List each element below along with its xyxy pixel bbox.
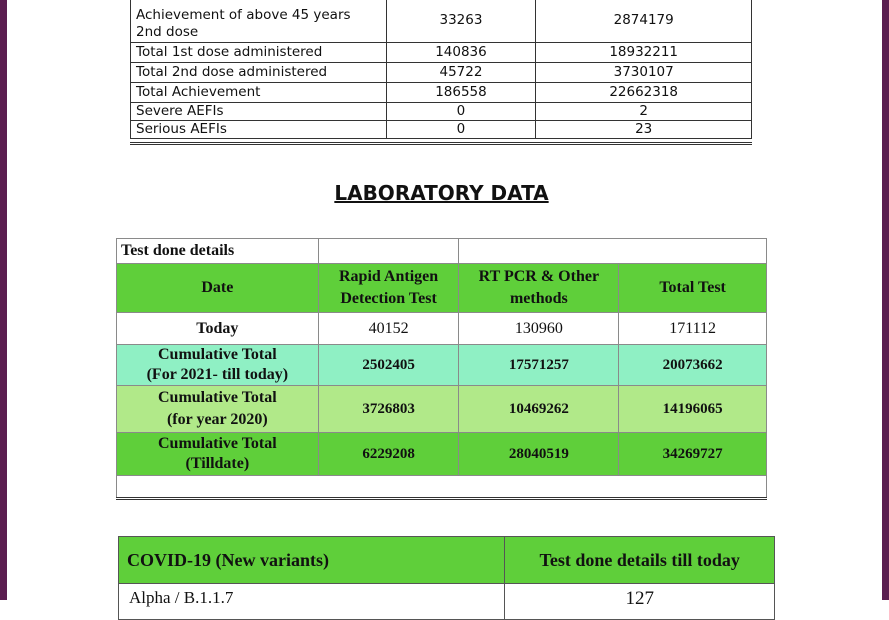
cell-value: 2874179 — [536, 0, 752, 43]
page-border-left — [0, 0, 7, 600]
cell-value: 130960 — [459, 313, 619, 345]
cell-value: 20073662 — [619, 345, 767, 386]
cell-value: 45722 — [386, 63, 536, 83]
table-row-empty — [117, 476, 767, 499]
cell-value: 3730107 — [536, 63, 752, 83]
cell-value: 17571257 — [459, 345, 619, 386]
row-label: Total 1st dose administered — [131, 43, 387, 63]
table-double-rule — [116, 497, 767, 500]
row-label: Cumulative Total (For 2021- till today) — [117, 345, 319, 386]
cell-value: 3726803 — [318, 386, 459, 433]
cell-value: 140836 — [386, 43, 536, 63]
row-label: Cumulative Total (for year 2020) — [117, 386, 319, 433]
cell-value: 14196065 — [619, 386, 767, 433]
cell-value: 186558 — [386, 83, 536, 103]
cell-value: 22662318 — [536, 83, 752, 103]
cell-value: 0 — [386, 103, 536, 121]
vaccination-table — [130, 0, 752, 139]
table-row — [119, 584, 775, 620]
table-row — [117, 345, 767, 386]
cell-value: 33263 — [386, 0, 536, 43]
variant-count: 127 — [505, 584, 775, 620]
cell-value: 171112 — [619, 313, 767, 345]
cell-value: 23 — [536, 121, 752, 139]
table-row — [117, 386, 767, 433]
table-row — [131, 43, 752, 63]
cell-value: 18932211 — [536, 43, 752, 63]
cell-value: 34269727 — [619, 433, 767, 476]
row-label: Achievement of above 45 years 2nd dose — [131, 0, 387, 43]
table-header-row — [117, 264, 767, 313]
table-row — [117, 313, 767, 345]
table-caption-row — [117, 239, 767, 264]
header-total-test: Total Test — [619, 264, 767, 313]
row-label: Total Achievement — [131, 83, 387, 103]
row-label: Cumulative Total (Tilldate) — [117, 433, 319, 476]
header-date: Date — [117, 264, 319, 313]
row-label: Total 2nd dose administered — [131, 63, 387, 83]
laboratory-table — [116, 238, 767, 498]
cell-value: 2502405 — [318, 345, 459, 386]
table-row — [131, 0, 752, 43]
cell-value: 40152 — [318, 313, 459, 345]
variants-table — [118, 536, 775, 620]
row-label: Today — [117, 313, 319, 345]
table-row — [131, 103, 752, 121]
row-label: Severe AEFIs — [131, 103, 387, 121]
table-row — [131, 121, 752, 139]
table-double-rule — [130, 142, 752, 145]
table-row — [131, 83, 752, 103]
table-row — [131, 63, 752, 83]
cell-value: 2 — [536, 103, 752, 121]
cell-value: 28040519 — [459, 433, 619, 476]
page-border-right — [882, 0, 889, 600]
row-label: Serious AEFIs — [131, 121, 387, 139]
section-title: LABORATORY DATA — [334, 181, 549, 205]
table-caption: Test done details — [117, 239, 319, 264]
table-header-row — [119, 537, 775, 584]
cell-value: 6229208 — [318, 433, 459, 476]
header-variants: COVID-19 (New variants) — [119, 537, 505, 584]
table-row — [117, 433, 767, 476]
header-rapid-antigen: Rapid Antigen Detection Test — [318, 264, 459, 313]
cell-value: 10469262 — [459, 386, 619, 433]
cell-value: 0 — [386, 121, 536, 139]
header-tests-till-today: Test done details till today — [505, 537, 775, 584]
variant-name: Alpha / B.1.1.7 — [119, 584, 505, 620]
header-rt-pcr: RT PCR & Other methods — [459, 264, 619, 313]
